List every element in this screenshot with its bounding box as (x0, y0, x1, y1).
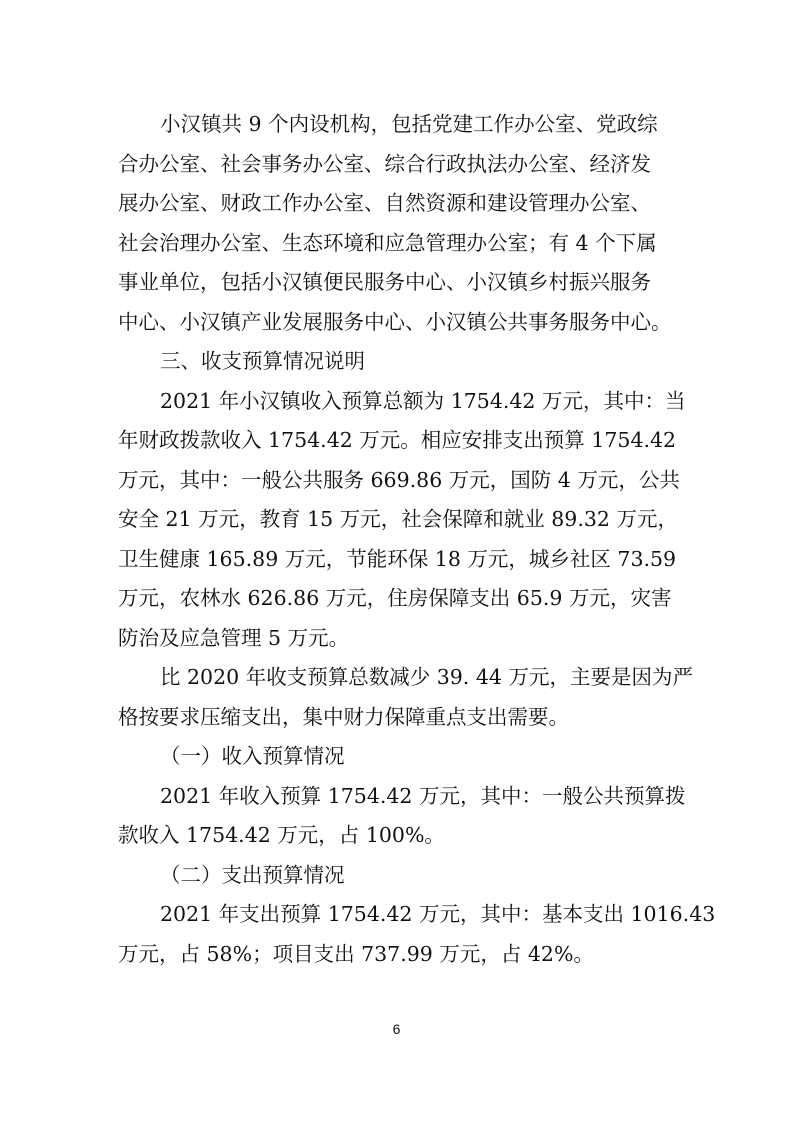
subsection-heading: （一）收入预算情况 (160, 744, 345, 768)
paragraph-line: 格按要求压缩支出，集中财力保障重点支出需要。 (118, 704, 569, 729)
paragraph-line: 万元，占 58%；项目支出 737.99 万元，占 42%。 (118, 941, 594, 966)
paragraph-line: 防治及应急管理 5 万元。 (118, 625, 350, 650)
paragraph-line: 万元，其中：一般公共服务 669.86 万元，国防 4 万元，公共 (118, 467, 680, 492)
paragraph-line: 万元，农林水 626.86 万元，住房保障支出 65.9 万元，灾害 (118, 586, 672, 610)
paragraph-line: 小汉镇共 9 个内设机构，包括党建工作办公室、党政综 (160, 112, 658, 136)
paragraph-line: 事业单位，包括小汉镇便民服务中心、小汉镇乡村振兴服务 (118, 270, 651, 294)
paragraph-line: 2021 年收入预算 1754.42 万元，其中：一般公共预算拨 (160, 783, 686, 808)
paragraph-line: 款收入 1754.42 万元，占 100%。 (118, 823, 445, 847)
paragraph-line: 比 2020 年收支预算总数减少 39. 44 万元，主要是因为严 (160, 665, 693, 689)
paragraph-line: 2021 年支出预算 1754.42 万元，其中：基本支出 1016.43 (160, 902, 716, 926)
page-number: 6 (392, 1021, 401, 1037)
subsection-heading: （二）支出预算情况 (160, 862, 345, 887)
paragraph-line: 展办公室、财政工作办公室、自然资源和建设管理办公室、 (118, 191, 651, 215)
paragraph-line: 中心、小汉镇产业发展服务中心、小汉镇公共事务服务中心。 (118, 309, 672, 334)
paragraph-line: 合办公室、社会事务办公室、综合行政执法办公室、经济发 (118, 151, 651, 176)
paragraph-line: 卫生健康 165.89 万元，节能环保 18 万元，城乡社区 73.59 (118, 546, 677, 571)
paragraph-line: 安全 21 万元，教育 15 万元，社会保障和就业 89.32 万元， (118, 507, 678, 531)
section-heading: 三、收支预算情况说明 (160, 349, 365, 373)
paragraph-line: 年财政拨款收入 1754.42 万元。相应安排支出预算 1754.42 (118, 428, 677, 452)
paragraph-line: 2021 年小汉镇收入预算总额为 1754.42 万元，其中：当 (160, 388, 686, 413)
paragraph-line: 社会治理办公室、生态环境和应急管理办公室；有 4 个下属 (118, 230, 657, 255)
